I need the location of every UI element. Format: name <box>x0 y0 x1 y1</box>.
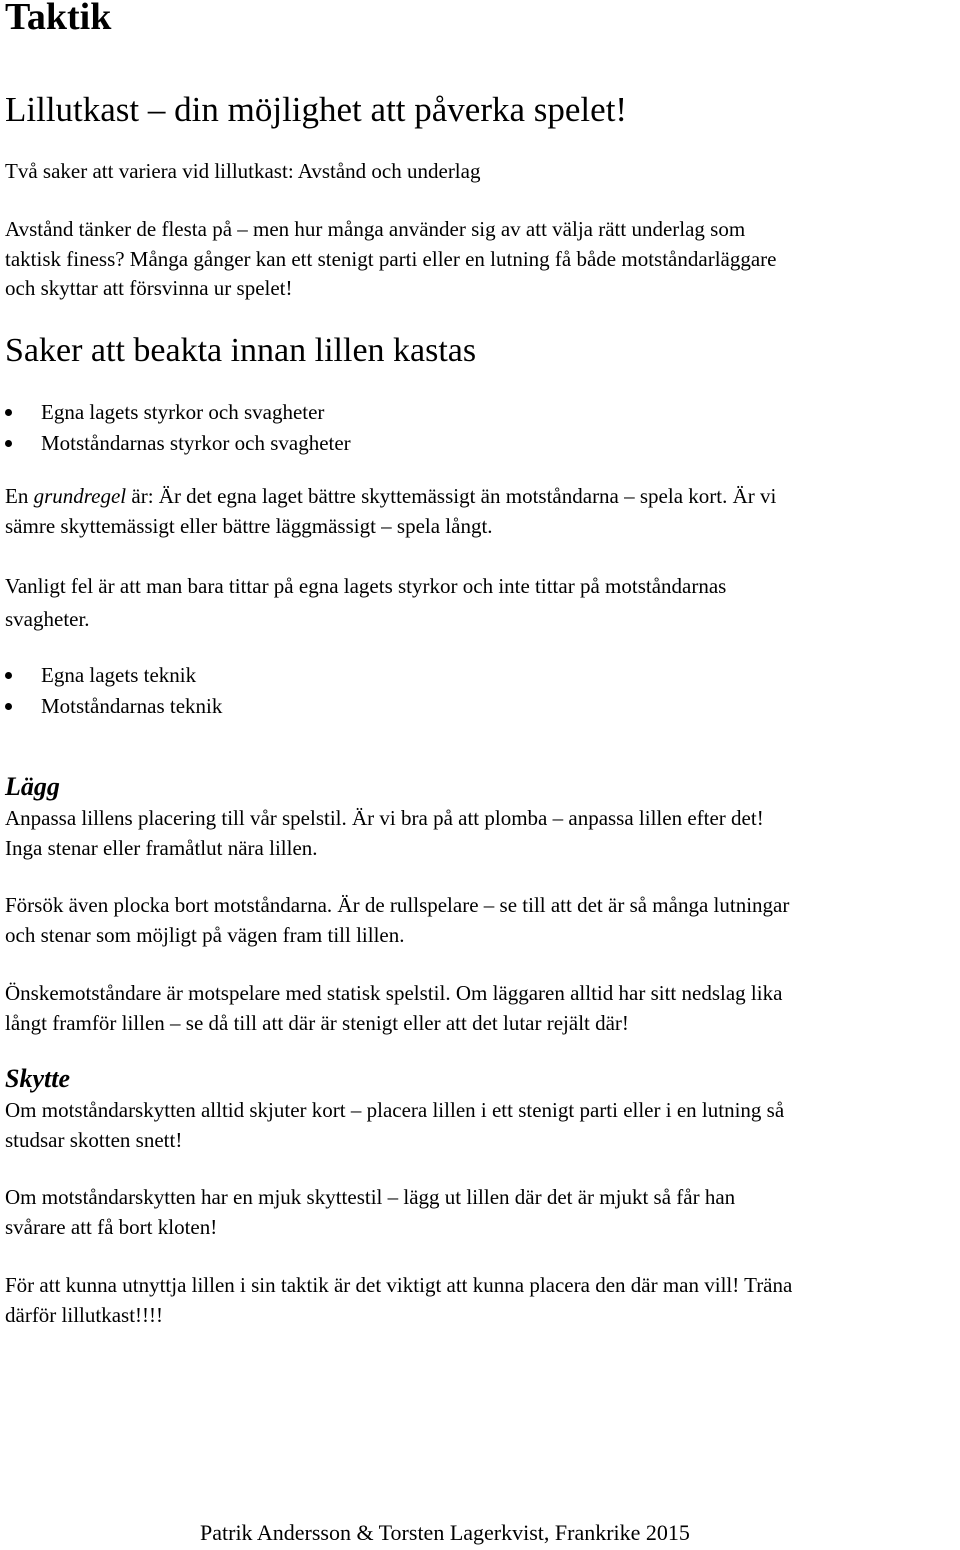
skytte-paragraph-2 <box>5 1183 735 1242</box>
list-item-text: Egna lagets styrkor och svagheter <box>41 400 325 424</box>
skytte-paragraph-3 <box>5 1271 792 1330</box>
paragraph-line: därför lillutkast!!!! <box>5 1302 164 1327</box>
paragraph-line: Anpassa lillens placering till vår spelstil. Är vi bra på att plomba – anpassa lillen efter det! <box>5 806 764 830</box>
paragraph-line: För att kunna utnyttja lillen i sin taktik är det viktigt att kunna placera den där man vill! Träna <box>5 1273 793 1297</box>
paragraph-line: långt framför lillen – se då till att där är stenigt eller att det lutar rejält där! <box>5 1010 629 1035</box>
paragraph-line: Försök även plocka bort motståndarna. Är de rullspelare – se till att det är så många lutningar <box>5 893 790 917</box>
paragraph-line: svårare att få bort kloten! <box>5 1214 218 1239</box>
lagg-heading: Lägg <box>5 772 60 801</box>
paragraph-line: svagheter. <box>5 607 90 631</box>
lagg-paragraph-1 <box>5 804 764 863</box>
document-subtitle: Lillutkast – din möjlighet att påverka spelet! <box>5 90 628 129</box>
paragraph-line: Önskemotståndare är motspelare med statisk spelstil. Om läggaren alltid har sitt nedslag lika <box>5 981 783 1005</box>
rule-paragraph <box>5 482 776 541</box>
lagg-paragraph-3 <box>5 979 782 1038</box>
intro-paragraph-line: Avstånd tänker de flesta på – men hur många använder sig av att välja rätt underlag som <box>5 217 746 241</box>
paragraph-line: Inga stenar eller framåtlut nära lillen. <box>5 835 318 860</box>
bullet-icon <box>5 440 12 447</box>
bullet-icon <box>5 672 12 679</box>
list-item-text: Motståndarnas styrkor och svagheter <box>41 431 351 455</box>
bullet-icon <box>5 409 12 416</box>
lagg-paragraph-2 <box>5 891 789 950</box>
paragraph-line: och stenar som möjligt på vägen fram till lillen. <box>5 922 405 947</box>
strengths-list <box>5 397 351 459</box>
paragraph-line: Om motståndarskytten alltid skjuter kort – placera lillen i ett stenigt parti eller i en lutning så <box>5 1098 785 1122</box>
list-item-text: Egna lagets teknik <box>41 663 197 687</box>
rule-line2: sämre skyttemässigt eller bättre läggmässigt – spela långt. <box>5 513 493 538</box>
footer-credit: Patrik Andersson & Torsten Lagerkvist, Frankrike 2015 <box>200 1520 690 1545</box>
technique-list <box>5 660 222 722</box>
list-item <box>5 660 222 691</box>
rule-line1-rest: är: Är det egna laget bättre skyttemässigt än motståndarna – spela kort. Är vi <box>126 484 777 508</box>
list-item <box>5 428 351 459</box>
list-item <box>5 397 351 428</box>
paragraph-line: studsar skotten snett! <box>5 1127 183 1152</box>
common-mistake-paragraph <box>5 570 726 636</box>
list-item-text: Motståndarnas teknik <box>41 694 223 718</box>
document-title: Taktik <box>5 0 112 38</box>
paragraph-line: Om motståndarskytten har en mjuk skyttestil – lägg ut lillen där det är mjukt så får han <box>5 1185 736 1209</box>
bullet-icon <box>5 703 12 710</box>
intro-line: Två saker att variera vid lillutkast: Avstånd och underlag <box>5 159 481 183</box>
rule-prefix: En <box>5 484 34 508</box>
intro-paragraph <box>5 215 776 304</box>
considerations-heading: Saker att beakta innan lillen kastas <box>5 332 477 369</box>
skytte-paragraph-1 <box>5 1096 784 1155</box>
list-item <box>5 691 222 722</box>
skytte-heading: Skytte <box>5 1064 70 1093</box>
intro-paragraph-line: taktisk finess? Många gånger kan ett stenigt parti eller en lutning få både motståndarläggare <box>5 246 777 271</box>
rule-term: grundregel <box>33 484 127 508</box>
paragraph-line: Vanligt fel är att man bara tittar på egna lagets styrkor och inte tittar på motståndarnas <box>5 574 727 598</box>
intro-paragraph-line: och skyttar att försvinna ur spelet! <box>5 276 293 300</box>
